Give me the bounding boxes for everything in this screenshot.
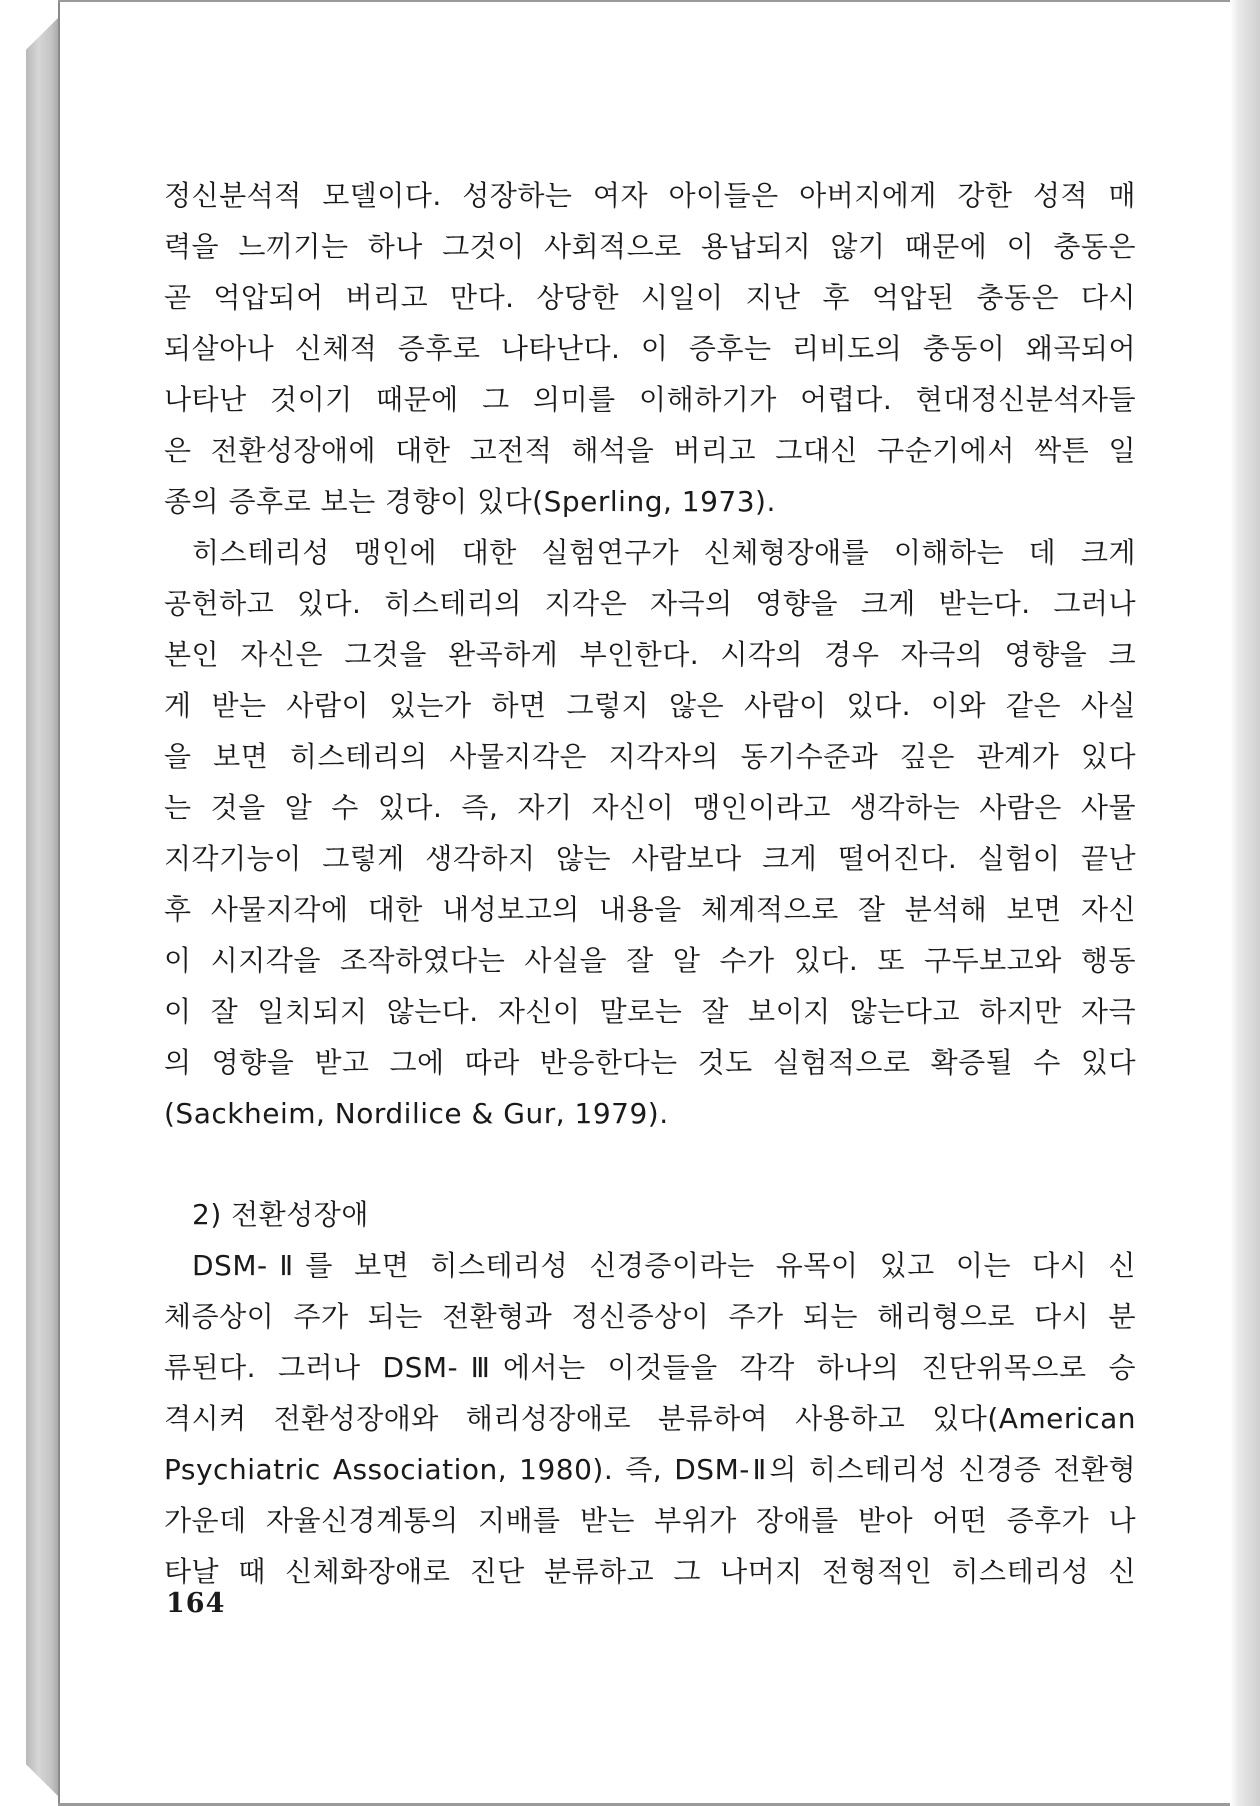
text-line: 는 것을 알 수 있다. 즉, 자기 자신이 맹인이라고 생각하는 사람은 사물 <box>164 791 1136 824</box>
text-line: 류된다. 그러나 DSM-Ⅲ에서는 이것들을 각각 하나의 진단위목으로 승 <box>164 1351 1136 1384</box>
text-line: 히스테리성 맹인에 대한 실험연구가 신체형장애를 이해하는 데 크게 <box>192 536 1136 569</box>
text-line: 종의 증후로 보는 경향이 있다(Sperling, 1973). <box>164 485 776 518</box>
text-line: 공헌하고 있다. 히스테리의 지각은 자극의 영향을 크게 받는다. 그러나 <box>164 587 1136 620</box>
text-line: 체증상이 주가 되는 전환형과 정신증상이 주가 되는 해리형으로 다시 분 <box>164 1300 1136 1333</box>
text-line: 나타난 것이기 때문에 그 의미를 이해하기가 어렵다. 현대정신분석자들 <box>164 383 1136 416</box>
text-line: 본인 자신은 그것을 완곡하게 부인한다. 시각의 경우 자극의 영향을 크 <box>164 638 1136 671</box>
paragraph-3 <box>164 1240 1136 1597</box>
text-line: Psychiatric Association, 1980). 즉, DSM-Ⅱ의 히스테리성 신경증 전환형 <box>164 1453 1136 1486</box>
paragraph-1 <box>164 170 1136 527</box>
page-body <box>164 170 1136 1597</box>
text-line: 되살아나 신체적 증후로 나타난다. 이 증후는 리비도의 충동이 왜곡되어 <box>164 332 1136 365</box>
text-line: 타날 때 신체화장애로 진단 분류하고 그 나머지 전형적인 히스테리성 신 <box>164 1555 1136 1588</box>
text-line: 곧 억압되어 버리고 만다. 상당한 시일이 지난 후 억압된 충동은 다시 <box>164 281 1136 314</box>
text-line: 지각기능이 그렇게 생각하지 않는 사람보다 크게 떨어진다. 실험이 끝난 <box>164 842 1136 875</box>
paragraph-2 <box>164 527 1136 1139</box>
text-line: (Sackheim, Nordilice & Gur, 1979). <box>164 1097 669 1130</box>
section-heading: 2) 전환성장애 <box>192 1198 369 1231</box>
text-line: 을 보면 히스테리의 사물지각은 지각자의 동기수준과 깊은 관계가 있다 <box>164 740 1136 773</box>
text-line: 후 사물지각에 대한 내성보고의 내용을 체계적으로 잘 분석해 보면 자신 <box>164 893 1136 926</box>
text-line: 력을 느끼기는 하나 그것이 사회적으로 용납되지 않기 때문에 이 충동은 <box>164 230 1136 263</box>
text-line: 은 전환성장애에 대한 고전적 해석을 버리고 그대신 구순기에서 싹튼 일 <box>164 434 1136 467</box>
text-line: DSM-Ⅱ를 보면 히스테리성 신경증이라는 유목이 있고 이는 다시 신 <box>192 1249 1136 1282</box>
text-line: 이 잘 일치되지 않는다. 자신이 말로는 잘 보이지 않는다고 하지만 자극 <box>164 995 1136 1028</box>
book-page-edges <box>26 14 62 1800</box>
text-line: 격시켜 전환성장애와 해리성장애로 분류하여 사용하고 있다(American <box>164 1402 1136 1435</box>
section-spacer <box>164 1139 1136 1189</box>
page-right-shadow <box>1230 0 1260 1806</box>
text-line: 정신분석적 모델이다. 성장하는 여자 아이들은 아버지에게 강한 성적 매 <box>164 179 1136 212</box>
text-line: 의 영향을 받고 그에 따라 반응한다는 것도 실험적으로 확증될 수 있다 <box>164 1046 1136 1079</box>
text-line: 게 받는 사람이 있는가 하면 그렇지 않은 사람이 있다. 이와 같은 사실 <box>164 689 1136 722</box>
text-line: 이 시지각을 조작하였다는 사실을 잘 알 수가 있다. 또 구두보고와 행동 <box>164 944 1136 977</box>
page-number: 164 <box>166 1588 226 1619</box>
text-line: 가운데 자율신경계통의 지배를 받는 부위가 장애를 받아 어떤 증후가 나 <box>164 1504 1136 1537</box>
